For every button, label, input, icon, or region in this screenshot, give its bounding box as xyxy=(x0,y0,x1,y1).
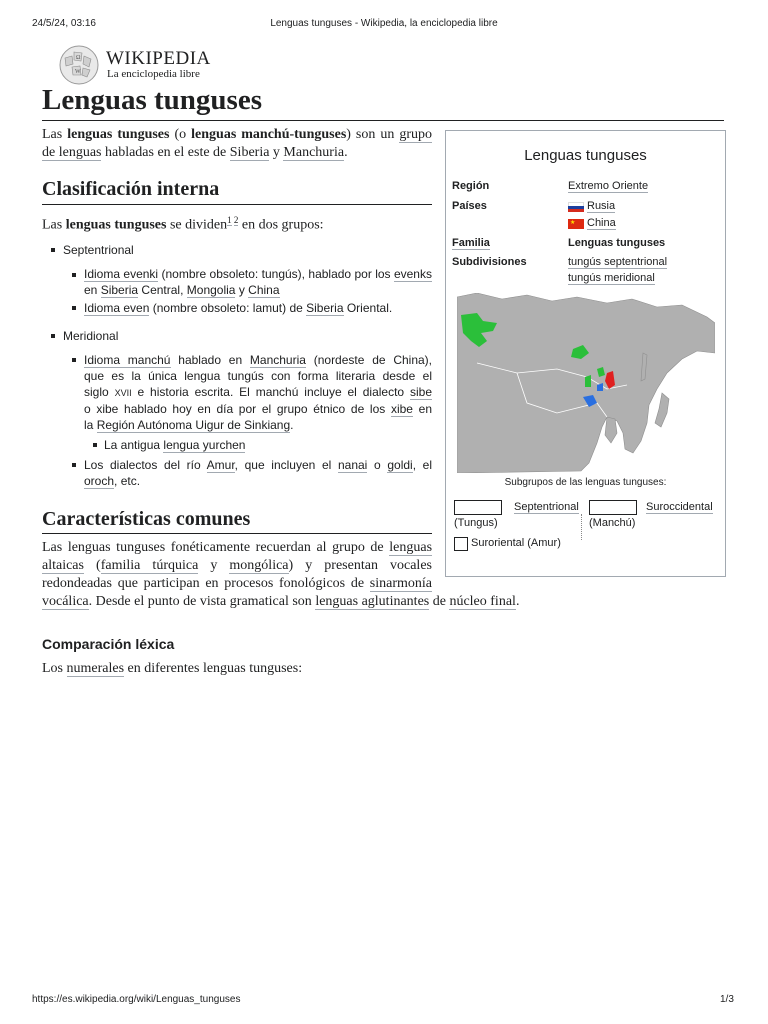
subsection-paragraph: Los numerales en diferentes lenguas tunguses: xyxy=(42,661,303,676)
section-underline xyxy=(42,533,432,534)
link-extremo-oriente[interactable]: Extremo Oriente xyxy=(568,180,649,192)
link-oroch[interactable]: oroch xyxy=(84,474,115,488)
title-underline xyxy=(42,120,724,121)
bullet xyxy=(93,443,97,447)
subsection-heading-comparacion: Comparación léxica xyxy=(42,636,175,652)
link-goldi[interactable]: goldi xyxy=(387,458,413,472)
ref-2[interactable]: 2 xyxy=(233,215,239,225)
infobox-paises-label: Países xyxy=(452,200,487,212)
infobox-title: Lenguas tunguses xyxy=(524,147,647,164)
legend-sub-tungus: (Tungus) xyxy=(454,517,498,529)
link-numerales[interactable]: numerales xyxy=(66,661,125,676)
link-idioma-manchu[interactable]: Idioma manchú xyxy=(84,353,171,367)
group-meridional: Meridional xyxy=(63,329,119,343)
section-heading-clasificacion: Clasificación interna xyxy=(42,178,220,200)
legend-swatch-suroriental xyxy=(454,537,468,551)
link-familia-turquica[interactable]: familia túrquica xyxy=(100,558,199,573)
print-footer-url: https://es.wikipedia.org/wiki/Lenguas_tunguses xyxy=(32,994,241,1005)
russia-flag-icon xyxy=(568,202,584,212)
wikipedia-globe-icon[interactable] xyxy=(58,44,100,86)
map-area-septentrional-small xyxy=(585,375,591,387)
legend-swatch-suroccidental xyxy=(589,500,637,515)
print-footer-page: 1/3 xyxy=(720,994,734,1005)
link-region-sinkiang[interactable]: Región Autónoma Uigur de Sinkiang xyxy=(96,418,291,432)
link-sinarmonia[interactable]: sinarmonía xyxy=(369,576,433,591)
link-siberia-central[interactable]: Siberia xyxy=(100,283,139,297)
print-page-title: Lenguas tunguses - Wikipedia, la enciclopedia libre xyxy=(270,18,498,29)
map-caption: Subgrupos de las lenguas tunguses: xyxy=(504,477,667,488)
section2-last-line: vocálica. Desde el punto de vista gramatical son lenguas aglutinantes de núcleo final. xyxy=(42,594,520,609)
link-siberia[interactable]: Siberia xyxy=(229,145,270,160)
infobox-familia-label: Familia xyxy=(452,237,490,249)
section-underline xyxy=(42,204,432,205)
link-grupo-de-lenguas[interactable]: grupo de lenguas xyxy=(42,127,433,160)
link-nanai[interactable]: nanai xyxy=(337,458,368,472)
intro-paragraph: Las lenguas tunguses (o lenguas manchú-tunguses) son un grupo de lenguas habladas en el este de Siberia y Manchuria. xyxy=(42,127,433,160)
legend-sub-manchu: (Manchú) xyxy=(589,517,636,529)
infobox-subdiv-label: Subdivisiones xyxy=(452,256,527,268)
link-mongolia[interactable]: Mongolia xyxy=(186,283,236,297)
link-lengua-yurchen[interactable]: lengua yurchen xyxy=(163,438,246,452)
tungusic-languages-map[interactable] xyxy=(457,293,715,473)
link-evenks[interactable]: evenks xyxy=(393,267,432,281)
bullet xyxy=(51,334,55,338)
bullet xyxy=(72,358,76,362)
bullet xyxy=(72,306,76,310)
section1-intro: Las lenguas tunguses se dividen$^{1 2}$ en dos grupos: xyxy=(42,215,324,233)
link-sibe[interactable]: sibe xyxy=(409,385,432,399)
infobox-region-label: Región xyxy=(452,180,490,192)
link-lenguas-aglutinantes[interactable]: lenguas aglutinantes xyxy=(315,594,430,609)
link-idioma-even[interactable]: Idioma even xyxy=(84,301,150,315)
link-china-infobox[interactable]: China xyxy=(587,217,616,229)
link-mongolica[interactable]: mongólica xyxy=(229,558,289,573)
legend-swatch-septentrional xyxy=(454,500,502,515)
bullet xyxy=(72,463,76,467)
list-item-even: Idioma even (nombre obsoleto: lamut) de Siberia Oriental. xyxy=(84,301,393,315)
group-septentrional: Septentrional xyxy=(63,243,134,257)
link-altaicas[interactable]: altaicas xyxy=(42,558,84,573)
page-title: Lenguas tunguses xyxy=(42,84,262,116)
wikipedia-tagline: La enciclopedia libre xyxy=(107,68,200,80)
list-item-evenki: Idioma evenki (nombre obsoleto: tungús), hablado por los evenks en Siberia Central, Mongolia y China xyxy=(84,267,432,297)
link-manchuria-2[interactable]: Manchuria xyxy=(249,353,306,367)
link-xibe[interactable]: xibe xyxy=(390,402,413,416)
infobox-familia-value: Lenguas tunguses xyxy=(568,237,666,249)
link-vocalica[interactable]: vocálica xyxy=(42,594,89,609)
list-item-yurchen: La antigua lengua yurchen xyxy=(104,438,246,452)
svg-text:W: W xyxy=(75,69,81,75)
legend-label-septentrional: Septentrional xyxy=(514,501,579,513)
bullet xyxy=(51,248,55,252)
list-item-amur: Los dialectos del río Amur, que incluyen el nanai o goldi, el oroch, etc. xyxy=(84,458,433,488)
bullet xyxy=(72,273,76,277)
link-tungus-meridional[interactable]: tungús meridional xyxy=(568,272,655,284)
link-tungus-septentrional[interactable]: tungús septentrional xyxy=(568,256,668,268)
link-amur[interactable]: Amur xyxy=(206,458,235,472)
wikipedia-wordmark[interactable]: WIKIPEDIA xyxy=(106,48,211,69)
list-item-manchu: Idioma manchú hablado en Manchuria (nordeste de China), que es la única lengua tungús con forma literaria desde el siglo XVII e historia escrita. El manchú incluye el dialecto sibe o xibe hablado hoy en día por el grupo étnico de los xibe en la Región Autónoma Uigur de Sinkiang. xyxy=(84,353,433,432)
legend-label-suroriental: Suroriental (Amur) xyxy=(471,537,561,549)
link-manchuria[interactable]: Manchuria xyxy=(283,145,345,160)
link-idioma-evenki[interactable]: Idioma evenki xyxy=(84,267,159,281)
china-flag-icon: ★ xyxy=(568,219,584,229)
link-china[interactable]: China xyxy=(248,283,280,297)
link-lenguas-altaicas[interactable]: lenguas xyxy=(389,540,433,555)
section2-paragraph: Las lenguas tunguses fonéticamente recuerdan al grupo de lenguas altaicas (familia túrquica y mongólica) y presentan vocales redondeadas que participan en procesos fonológicos de sinarmonía xyxy=(42,540,433,591)
svg-text:Ω: Ω xyxy=(76,55,81,61)
ref-1[interactable]: 1 xyxy=(227,215,232,225)
legend-divider xyxy=(581,514,583,540)
print-datetime: 24/5/24, 03:16 xyxy=(32,18,96,29)
link-siberia-oriental[interactable]: Siberia xyxy=(306,301,344,315)
infobox xyxy=(445,130,726,577)
section-heading-caracteristicas: Características comunes xyxy=(42,508,251,530)
link-rusia[interactable]: Rusia xyxy=(587,200,616,212)
legend-label-suroccidental: Suroccidental xyxy=(646,501,713,513)
link-nucleo-final[interactable]: núcleo final xyxy=(449,594,516,609)
